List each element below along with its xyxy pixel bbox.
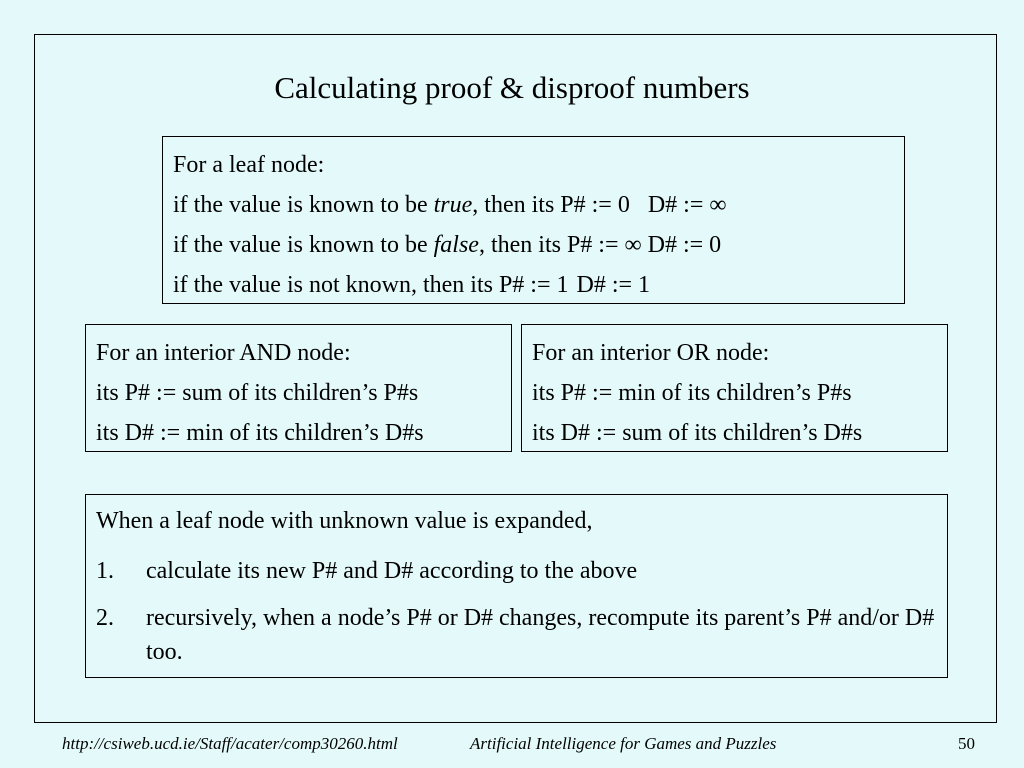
- or-node-box: [521, 324, 948, 452]
- step-number: 1.: [96, 558, 114, 584]
- leaf-node-box: [162, 136, 905, 304]
- and-node-box: [85, 324, 512, 452]
- expansion-box: [85, 494, 948, 678]
- or-heading: For an interior OR node:: [532, 340, 770, 366]
- step-text: calculate its new P# and D# according to the above: [146, 558, 638, 584]
- step-text: recursively, when a node’s P# or D# changes, recompute its parent’s P# and/or D# too.: [146, 605, 935, 665]
- list-item: [96, 601, 937, 669]
- footer-course-title: Artificial Intelligence for Games and Puzzles: [470, 734, 777, 753]
- true-word: true: [433, 192, 473, 218]
- footer-url: http://csiweb.ucd.ie/Staff/acater/comp30260.html: [62, 734, 398, 753]
- and-d-rule: its D# := min of its children’s D#s: [96, 420, 424, 446]
- leaf-unknown-rule: if the value is not known, then its P# := 1 D# := 1: [173, 272, 651, 298]
- false-word: false: [433, 232, 479, 258]
- page-number: 50: [958, 734, 975, 753]
- leaf-true-rule: if the value is known to be true, then its P# := 0 D# := ∞: [173, 192, 727, 218]
- leaf-false-rule: if the value is known to be false, then its P# := ∞ D# := 0: [173, 232, 722, 258]
- expansion-intro: When a leaf node with unknown value is expanded,: [96, 508, 593, 534]
- slide-title: Calculating proof & disproof numbers: [274, 70, 750, 105]
- and-p-rule: its P# := sum of its children’s P#s: [96, 380, 419, 406]
- and-heading: For an interior AND node:: [96, 340, 351, 366]
- leaf-heading: For a leaf node:: [173, 152, 325, 178]
- or-d-rule: its D# := sum of its children’s D#s: [532, 420, 863, 446]
- step-number: 2.: [96, 605, 114, 631]
- or-p-rule: its P# := min of its children’s P#s: [532, 380, 852, 406]
- list-item: [96, 554, 937, 588]
